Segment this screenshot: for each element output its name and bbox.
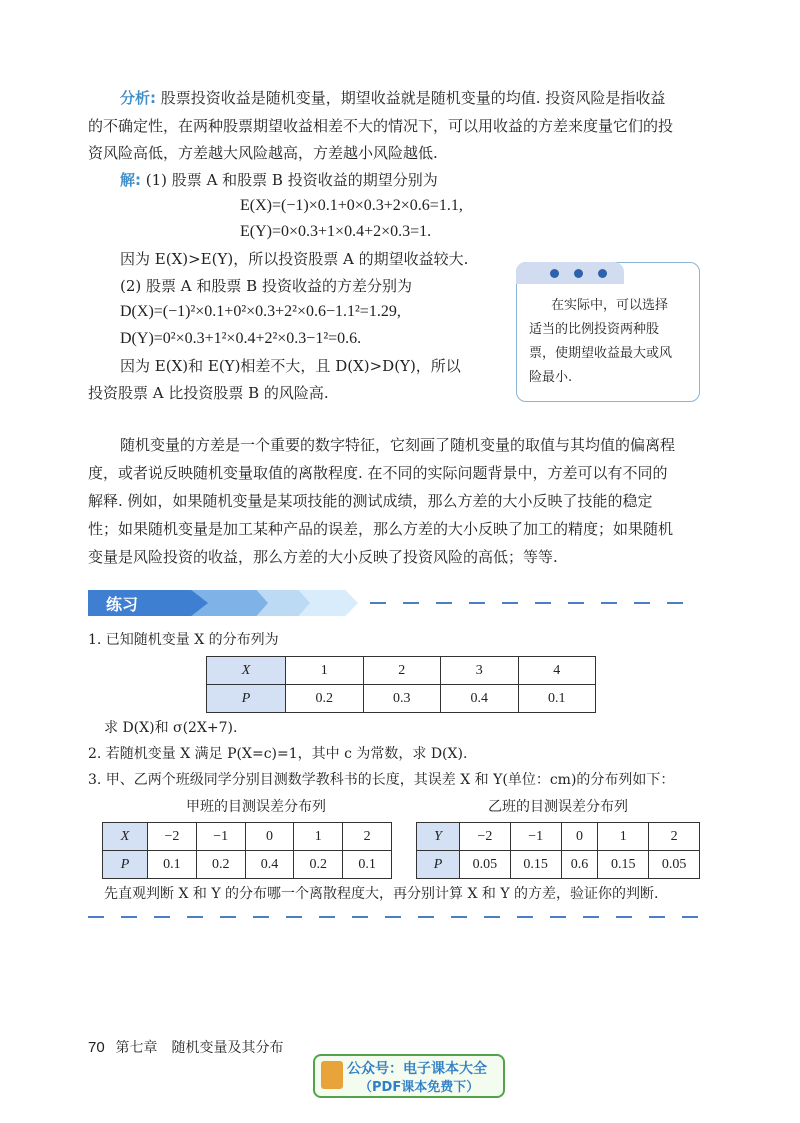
- table-cell: 0: [561, 823, 598, 851]
- table-cell: P: [207, 685, 286, 713]
- solution-label: 解:: [120, 171, 141, 189]
- paragraph-line: 解释. 例如，如果随机变量是某项技能的测试成绩，那么方差的大小反映了技能的稳定: [88, 492, 653, 510]
- watermark-stamp: [313, 1054, 505, 1098]
- analysis-line-1: [120, 88, 665, 108]
- distribution-table-a: [102, 822, 392, 879]
- table-b-caption: 乙班的目测误差分布列: [488, 799, 628, 815]
- analysis-text: 股票投资收益是随机变量，期望收益就是随机变量的均值. 投资风险是指收益: [160, 89, 666, 107]
- side-note-line: 在实际中，可以选择: [551, 298, 669, 313]
- solution-conclusion: 投资股票 A 比投资股票 B 的风险高.: [88, 384, 329, 402]
- watermark-line-2: （PDF课本免费下）: [359, 1080, 480, 1095]
- solution-ey: E(Y)=0×0.3+1×0.4+2×0.3=1.: [240, 223, 432, 240]
- table-cell: 0.4: [441, 685, 519, 713]
- table-cell: 4: [518, 657, 596, 685]
- distribution-table-1: [206, 656, 596, 713]
- banner-dashes: [370, 602, 700, 604]
- bottom-dashes: [88, 916, 700, 918]
- note-dot-icon: [598, 269, 607, 278]
- table-row: [417, 823, 700, 851]
- table-cell: 0.3: [363, 685, 441, 713]
- table-cell: 0.1: [148, 851, 197, 879]
- page-footer: [88, 1037, 283, 1058]
- table-cell: 0.2: [286, 685, 364, 713]
- table-cell: X: [207, 657, 286, 685]
- table-cell: 0.6: [561, 851, 598, 879]
- table-cell: 0.2: [294, 851, 343, 879]
- table-cell: 0: [245, 823, 294, 851]
- table-cell: −1: [196, 823, 245, 851]
- table-cell: 0.2: [196, 851, 245, 879]
- paragraph-line: 性；如果随机变量是加工某种产品的误差，那么方差的大小反映了加工的精度；如果随机: [88, 520, 674, 538]
- table-row: [207, 657, 596, 685]
- side-note-line: 险最小.: [529, 370, 573, 385]
- question-2: 2. 若随机变量 X 满足 P(X=c)=1，其中 c 为常数，求 D(X).: [88, 746, 468, 762]
- table-cell: 0.1: [343, 851, 392, 879]
- table-cell: 2: [649, 823, 700, 851]
- question-3: 3. 甲、乙两个班级同学分别目测数学教科书的长度，其误差 X 和 Y(单位：cm)的分布列如下：: [88, 772, 675, 788]
- side-note: [516, 262, 700, 402]
- question-1-ask: 求 D(X)和 σ(2X+7).: [104, 720, 238, 736]
- table-cell: Y: [417, 823, 460, 851]
- solution-part-2: (2) 股票 A 和股票 B 投资收益的方差分别为: [120, 277, 412, 295]
- distribution-table-b: [416, 822, 700, 879]
- solution-line-1: [120, 170, 438, 190]
- table-cell: 2: [343, 823, 392, 851]
- book-icon: [321, 1061, 343, 1089]
- side-note-tab: [516, 262, 624, 284]
- table-cell: 0.15: [510, 851, 561, 879]
- table-cell: P: [103, 851, 148, 879]
- note-dot-icon: [574, 269, 583, 278]
- page-number: 70: [88, 1039, 105, 1056]
- table-cell: 1: [294, 823, 343, 851]
- question-3-ask: 先直观判断 X 和 Y 的分布哪一个离散程度大，再分别计算 X 和 Y 的方差，验证你的判断.: [104, 886, 659, 902]
- solution-text: (1) 股票 A 和股票 B 投资收益的期望分别为: [145, 171, 438, 189]
- table-cell: −1: [510, 823, 561, 851]
- exercise-title: 练习: [106, 595, 139, 614]
- table-row: [207, 685, 596, 713]
- table-cell: 1: [598, 823, 649, 851]
- analysis-line-2: 的不确定性，在两种股票期望收益相差不大的情况下，可以用收益的方差来度量它们的投: [88, 117, 674, 135]
- paragraph-line: 随机变量的方差是一个重要的数字特征，它刻画了随机变量的取值与其均值的偏离程: [120, 436, 676, 454]
- paragraph-line: 度，或者说反映随机变量取值的离散程度. 在不同的实际问题背景中，方差可以有不同的: [88, 464, 668, 482]
- table-cell: X: [103, 823, 148, 851]
- watermark-line-1: 公众号：电子课本大全: [347, 1061, 487, 1077]
- solution-dx: D(X)=(−1)²×0.1+0²×0.3+2²×0.6−1.1²=1.29,: [120, 303, 401, 320]
- exercise-banner: [88, 590, 358, 616]
- table-cell: 0.05: [649, 851, 700, 879]
- table-row: [417, 851, 700, 879]
- solution-compare-2: 因为 E(X)和 E(Y)相差不大，且 D(X)>D(Y)，所以: [120, 357, 461, 375]
- side-note-line: 票，使期望收益最大或风: [529, 346, 673, 361]
- table-cell: P: [417, 851, 460, 879]
- table-cell: 2: [363, 657, 441, 685]
- note-dot-icon: [550, 269, 559, 278]
- table-cell: −2: [460, 823, 511, 851]
- chapter-title: 第七章 随机变量及其分布: [115, 1040, 284, 1056]
- table-cell: 0.4: [245, 851, 294, 879]
- side-note-line: 适当的比例投资两种股: [529, 322, 660, 337]
- solution-compare-1: 因为 E(X)>E(Y)，所以投资股票 A 的期望收益较大.: [120, 250, 469, 268]
- analysis-label: 分析:: [120, 89, 156, 107]
- table-cell: −2: [148, 823, 197, 851]
- table-row: [103, 851, 392, 879]
- solution-dy: D(Y)=0²×0.3+1²×0.4+2²×0.3−1²=0.6.: [120, 330, 362, 347]
- table-cell: 3: [441, 657, 519, 685]
- table-cell: 1: [286, 657, 364, 685]
- table-cell: 0.05: [460, 851, 511, 879]
- analysis-line-3: 资风险高低，方差越大风险越高，方差越小风险越低.: [88, 144, 438, 162]
- solution-ex: E(X)=(−1)×0.1+0×0.3+2×0.6=1.1,: [240, 197, 463, 214]
- table-row: [103, 823, 392, 851]
- table-cell: 0.15: [598, 851, 649, 879]
- question-1: 1. 已知随机变量 X 的分布列为: [88, 632, 279, 648]
- table-cell: 0.1: [518, 685, 596, 713]
- paragraph-line: 变量是风险投资的收益，那么方差的大小反映了投资风险的高低；等等.: [88, 548, 558, 566]
- table-a-caption: 甲班的目测误差分布列: [186, 799, 326, 815]
